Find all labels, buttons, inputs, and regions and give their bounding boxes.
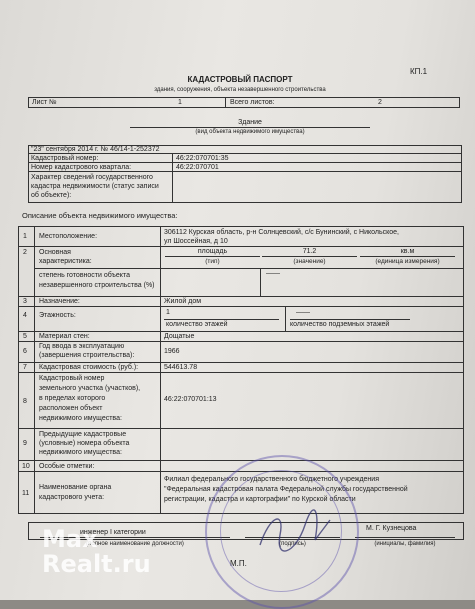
stamp-place: М.П. [230, 559, 247, 568]
caption-type: (тип) [205, 258, 220, 265]
object-kind-caption: (вид объекта недвижимого имущества) [195, 129, 305, 135]
row-6-label-1: Год ввода в эксплуатацию [39, 343, 125, 350]
row-7-value: 544613.78 [164, 364, 198, 371]
watermark-line-1: Max [42, 525, 98, 553]
document-subtitle: здания, сооружения, объекта незавершенного строительства [154, 87, 326, 93]
readiness-value: —— [266, 270, 280, 277]
row-1-number: 1 [23, 233, 27, 240]
row-10-label: Особые отметки: [39, 463, 95, 470]
position-caption: (полное наименование должности) [86, 541, 184, 547]
cadastral-number: 46:22:070701:35 [176, 155, 229, 162]
cadastral-number-label: Кадастровый номер: [31, 155, 99, 162]
row-5-value: Дощатые [164, 333, 195, 340]
sign-caption: (подпись) [279, 541, 306, 547]
row-6-label-2: (завершения строительства): [39, 352, 135, 359]
row-6-number: 6 [23, 348, 27, 355]
total-sheets-label: Всего листов: [230, 99, 275, 106]
row-5-label: Материал стен: [39, 333, 90, 340]
row-9-label-3: недвижимого имущества: [39, 449, 122, 456]
status-label-2: кадастра недвижимости (статус записи [31, 183, 159, 190]
watermark-line-2: Realt.ru [42, 550, 151, 578]
row-11-label-1: Наименование органа [39, 484, 112, 491]
floors-caption: количество этажей [166, 321, 228, 328]
handwritten-signature [255, 505, 335, 560]
date-number: "23" сентября 2014 г. № 46/14-1-252372 [31, 146, 160, 153]
row-9-number: 9 [23, 440, 27, 447]
document-title: КАДАСТРОВЫЙ ПАСПОРТ [187, 75, 293, 84]
form-code: КП.1 [410, 67, 428, 76]
row-2-label-1: Основная [39, 249, 71, 256]
row-8-label-2: земельного участка (участков), [39, 385, 141, 392]
row-3-number: 3 [23, 298, 27, 305]
row-9-label-1: Предыдущие кадастровые [39, 431, 127, 438]
quarter-number: 46:22:070701 [176, 164, 219, 171]
caption-unit: (единица измерения) [375, 258, 440, 265]
area-unit: кв.м [400, 248, 415, 255]
area-value: 71.2 [302, 248, 317, 255]
row-11-label-2: кадастрового учета: [39, 494, 105, 501]
row-7-number: 7 [23, 364, 27, 371]
description-title: Описание объекта недвижимого имущества: [22, 211, 178, 220]
row-11-value-1: Филиал федерального государственного бюджетного учреждения [164, 476, 379, 483]
name-caption: (инициалы, фамилия) [374, 541, 436, 547]
status-label-1: Характер сведений государственного [31, 174, 153, 181]
row-8-label-4: расположен объект [39, 405, 103, 412]
total-sheets: 2 [378, 99, 382, 106]
signer-position: инженер I категории [80, 529, 146, 536]
row-1-value-2: ул Шоссейная, д 10 [164, 238, 228, 245]
object-kind: Здание [238, 119, 262, 126]
row-2-number: 2 [23, 249, 27, 256]
row-8-value: 46:22:070701:13 [164, 396, 217, 403]
sheet-number: 1 [178, 99, 182, 106]
row-2-label-2: характеристика: [39, 258, 92, 265]
row-5-number: 5 [23, 333, 27, 340]
row-11-number: 11 [22, 490, 30, 497]
row-8-label-3: в пределах которого [39, 395, 106, 402]
row-1-value-1: 306112 Курская область, р-н Солнцевский, с/с Бунинский, с Никольское, [164, 229, 399, 236]
row-8-label-5: недвижимого имущества: [39, 415, 122, 422]
row-6-value: 1966 [164, 348, 180, 355]
caption-value: (значение) [293, 258, 326, 265]
row-8-number: 8 [23, 398, 27, 405]
row-1-label: Местоположение: [39, 233, 98, 240]
area-type: площадь [197, 248, 228, 255]
row-8-label-1: Кадастровый номер [39, 375, 105, 382]
row-3-label: Назначение: [39, 298, 80, 305]
row-4-number: 4 [23, 312, 27, 319]
row-4-label: Этажность: [39, 312, 76, 319]
signer-name: М. Г. Кузнецова [366, 525, 417, 532]
row-11-value-2: "Федеральная кадастровая палата Федеральной службы государственной [164, 486, 408, 493]
underground-value: —— [296, 309, 310, 316]
readiness-label-2: незавершенного строительства (%) [39, 282, 155, 289]
row-11-value-3: регистрации, кадастра и картографии" по Курской области [164, 496, 356, 503]
quarter-label: Номер кадастрового квартала: [31, 164, 132, 171]
underground-caption: количество подземных этажей [290, 321, 390, 328]
row-9-label-2: (условные) номера объекта [39, 440, 130, 447]
status-label-3: об объекте): [31, 192, 72, 199]
row-3-value: Жилой дом [164, 298, 202, 305]
row-10-number: 10 [22, 463, 30, 470]
readiness-label-1: степень готовности объекта [39, 272, 130, 279]
sheet-label: Лист № [32, 99, 57, 106]
row-7-label: Кадастровая стоимость (руб.): [39, 364, 139, 371]
floors-value: 1 [166, 309, 170, 316]
